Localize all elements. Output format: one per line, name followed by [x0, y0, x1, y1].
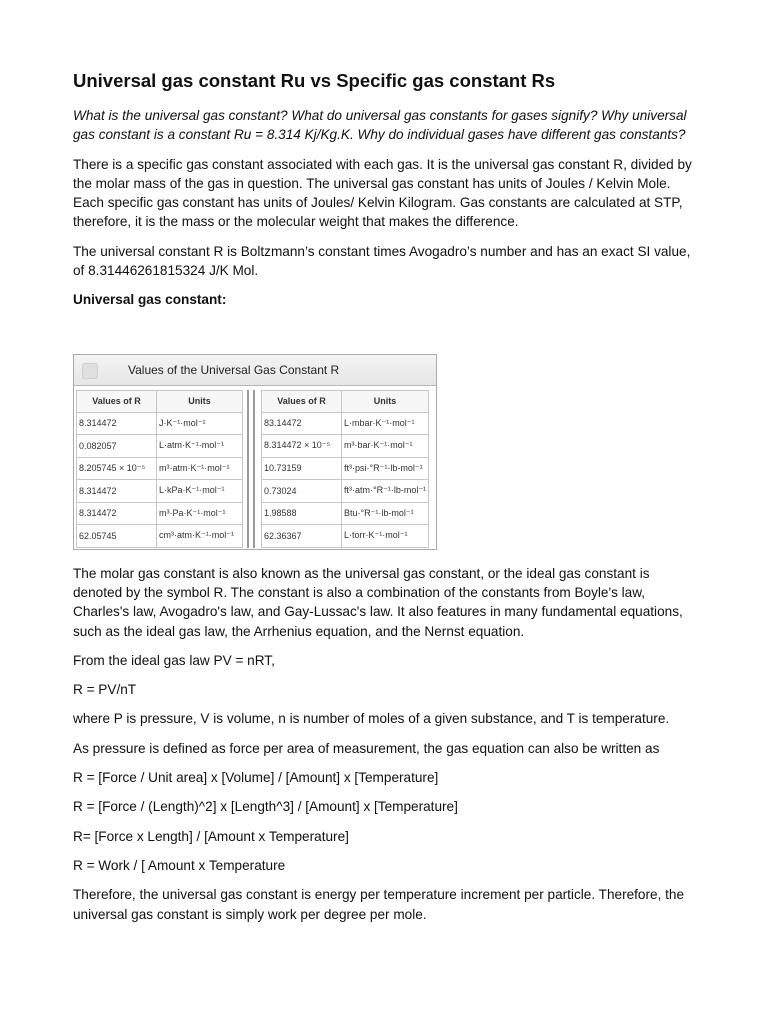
table-title-bar — [74, 355, 436, 386]
table-row: 8.314472 J·K⁻¹·mol⁻¹ — [77, 412, 243, 435]
table-row: 8.314472 L·kPa·K⁻¹·mol⁻¹ — [77, 480, 243, 503]
paragraph-conclusion: Therefore, the universal gas constant is energy per temperature increment per particle. Therefore, the universal gas constant is simply work per degree per mole. — [73, 887, 685, 922]
table-row: 1.98588 Btu·°R⁻¹·lb-mol⁻¹ — [262, 502, 429, 525]
header-units: Units — [342, 390, 429, 412]
equation-5: R = Work / [ Amount x Temperature — [73, 857, 286, 873]
line-variable-definitions: where P is pressure, V is volume, n is number of moles of a given substance, and T is temperature. — [73, 711, 670, 727]
paragraph-boltzmann: The universal constant R is Boltzmann’s constant times Avogadro’s number and has an exact SI value, of 8.31446261815324 J/K Mol. — [73, 243, 691, 279]
header-values: Values of R — [77, 390, 157, 412]
table-row: 8.314472 × 10⁻⁵ m³·bar·K⁻¹·mol⁻¹ — [262, 435, 429, 458]
header-units: Units — [157, 390, 243, 412]
line-pressure-definition: As pressure is defined as force per area of measurement, the gas equation can also be written as — [73, 740, 660, 756]
subheading-universal-gas-constant: Universal gas constant: — [73, 292, 227, 308]
equation-1: R = PV/nT — [73, 682, 137, 698]
page-title: Universal gas constant Ru vs Specific gas constant Rs — [73, 70, 556, 91]
equation-3: R = [Force / (Length)^2] x [Length^3] / [Amount] x [Temperature] — [73, 799, 458, 815]
table-title: Values of the Universal Gas Constant R — [128, 362, 340, 377]
table-row: 62.05745 cm³·atm·K⁻¹·mol⁻¹ — [77, 525, 243, 548]
equation-4: R= [Force x Length] / [Amount x Temperature] — [73, 828, 349, 844]
table-row: 0.082057 L·atm·K⁻¹·mol⁻¹ — [77, 435, 243, 458]
table-logo-icon — [82, 363, 98, 379]
table-row: 62.36367 L·torr·K⁻¹·mol⁻¹ — [262, 525, 429, 548]
table-row: 10.73159 ft³·psi·°R⁻¹·lb-mol⁻¹ — [262, 457, 429, 480]
paragraph-specific-gas-constant: There is a specific gas constant associated with each gas. It is the universal gas constant R, divided by the molar mass of the gas in question. The universal gas constant has units of Joules / Kelvin Mole. Each specific gas constant has units of Joules/ Kelvin Kilogram. Gas constants are calculated at STP, therefore, it is the mass or the molecular weight that makes the difference. — [73, 156, 692, 230]
header-values: Values of R — [262, 390, 342, 412]
table-divider — [247, 390, 255, 548]
paragraph-molar-gas-constant: The molar gas constant is also known as the universal gas constant, or the ideal gas constant is denoted by the symbol R. The constant is also a combination of the constants from Boyle's law, Charles's law, Avogadro's law, and Gay-Lussac's law. It also features in many fundamental equations, such as the ideal gas law, the Arrhenius equation, and the Nernst equation. — [73, 565, 683, 639]
line-ideal-gas-law: From the ideal gas law PV = nRT, — [73, 652, 275, 668]
gas-constant-table-image — [73, 354, 437, 550]
table-row: 0.73024 ft³·atm·°R⁻¹·lb-mol⁻¹ — [262, 480, 429, 503]
table-row: 8.205745 × 10⁻⁵ m³·atm·K⁻¹·mol⁻¹ — [77, 457, 243, 480]
equation-2: R = [Force / Unit area] x [Volume] / [Amount] x [Temperature] — [73, 770, 439, 786]
table-right — [261, 390, 429, 548]
table-row: 8.314472 m³·Pa·K⁻¹·mol⁻¹ — [77, 502, 243, 525]
table-row: 83.14472 L·mbar·K⁻¹·mol⁻¹ — [262, 412, 429, 435]
table-left — [76, 390, 243, 548]
intro-question: What is the universal gas constant? What do universal gas constants for gases signify? Why universal gas constant is a constant Ru = 8.314 Kj/Kg.K. Why do individual gases have different gas constants? — [73, 108, 687, 143]
